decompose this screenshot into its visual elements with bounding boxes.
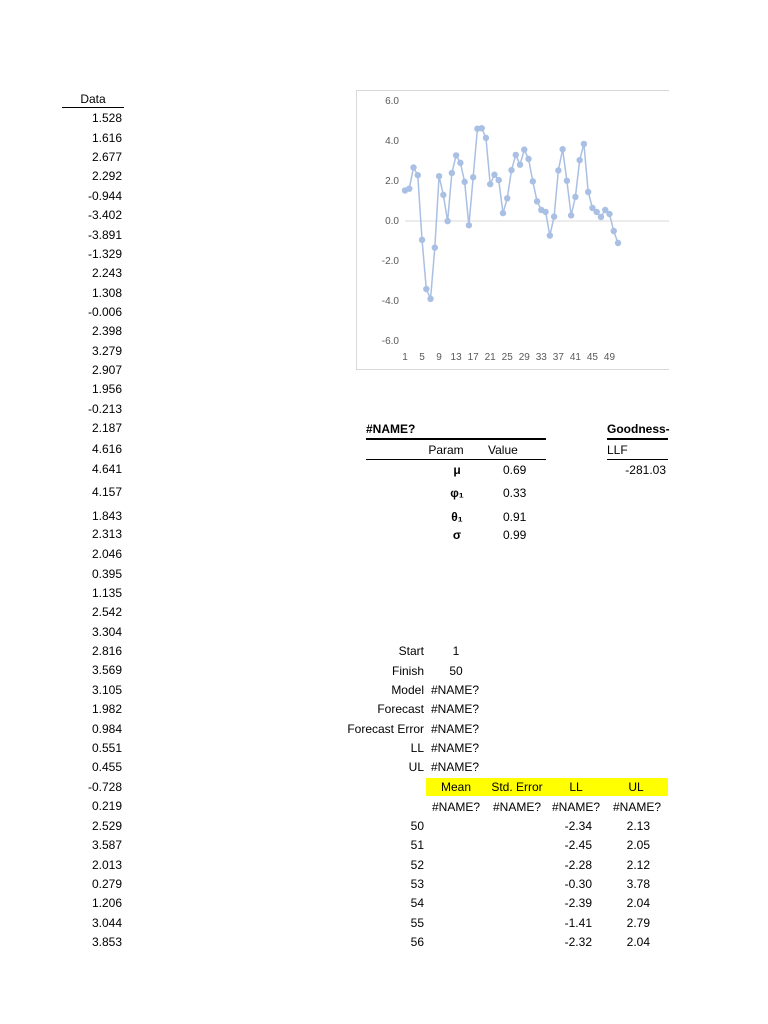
goodness-llf-value: -281.03 [625,463,666,477]
data-cell: 2.529 [91,819,122,833]
param-mu-value: 0.69 [503,463,527,477]
data-point [513,152,519,158]
forecast-first-ul: #NAME? [612,800,662,814]
forecast-row-ul: 2.05 [626,838,650,852]
chart-svg [357,91,669,369]
forecast-block-label: Forecast Error [347,722,424,736]
forecast-row-ul: 2.04 [626,935,650,949]
series-line [405,128,618,299]
forecast-block-value: #NAME? [431,683,480,697]
forecast-first-ll: #NAME? [551,800,601,814]
x-tick-label: 1 [402,352,408,363]
forecast-header-mean: Mean [440,780,472,794]
time-series-chart [356,90,669,370]
data-point [572,194,578,200]
forecast-block-label: Forecast [377,702,424,716]
forecast-row-ll: -2.39 [564,896,592,910]
data-cell: 3.044 [91,916,122,930]
data-cell: 1.982 [91,702,122,716]
goodness-top-rule [607,438,668,440]
forecast-row-index: 54 [410,896,424,910]
param-phi1-value: 0.33 [503,486,527,500]
data-cell: -0.213 [87,402,122,416]
data-point [615,240,621,246]
data-cell: 1.206 [91,896,122,910]
data-cell: 1.135 [91,586,122,600]
data-cell: -0.728 [87,780,122,794]
param-theta1-label: θ₁ [451,510,463,524]
forecast-first-mean: #NAME? [431,800,481,814]
model-title: #NAME? [366,422,416,436]
data-cell: 3.279 [91,344,122,358]
y-tick-label: -2.0 [381,256,399,267]
data-cell: -1.329 [87,247,122,261]
goodness-title: Goodness- [607,422,670,436]
data-point [436,173,442,179]
forecast-row-ul: 2.12 [626,858,650,872]
data-cell: 0.551 [91,741,122,755]
data-cell: 1.843 [91,509,122,523]
forecast-block-value: #NAME? [431,760,480,774]
x-tick-label: 5 [419,352,425,363]
forecast-header-std-error: Std. Error [491,780,543,794]
x-tick-label: 9 [436,352,442,363]
data-point [410,164,416,170]
data-point [555,167,561,173]
data-point [406,185,412,191]
data-point [423,286,429,292]
data-cell: 0.984 [91,722,122,736]
data-point [440,192,446,198]
forecast-block-label: Finish [391,664,424,678]
params-header-rule [366,459,546,460]
data-point [508,167,514,173]
param-phi1-label: φ₁ [450,486,464,500]
data-point [611,228,617,234]
forecast-block-value: #NAME? [431,741,480,755]
data-point [466,222,472,228]
data-cell: 4.616 [91,442,122,456]
data-cell: 2.816 [91,644,122,658]
data-column [0,0,140,1024]
forecast-row-index: 50 [410,819,424,833]
data-point [419,237,425,243]
x-tick-label: 21 [484,352,496,363]
param-sigma-label: σ [452,528,462,542]
data-cell: -0.006 [87,305,122,319]
data-point [568,212,574,218]
data-point [461,179,467,185]
goodness-header-rule [607,459,668,460]
data-point [427,296,433,302]
data-cell: 2.907 [91,363,122,377]
x-tick-label: 25 [501,352,513,363]
data-cell: 2.398 [91,324,122,338]
data-point [525,156,531,162]
param-theta1-value: 0.91 [503,510,527,524]
forecast-row-ll: -2.28 [564,858,592,872]
data-point [585,189,591,195]
data-cell: 2.013 [91,858,122,872]
data-point [483,135,489,141]
x-tick-label: 29 [518,352,530,363]
data-point [581,141,587,147]
data-point [487,181,493,187]
params-top-rule [366,438,546,440]
param-mu-label: μ [453,463,461,477]
forecast-row-ll: -0.30 [564,877,592,891]
data-point [521,146,527,152]
data-cell: 0.455 [91,760,122,774]
y-tick-label: 0.0 [385,216,399,227]
data-point [504,195,510,201]
data-cell: 4.157 [91,485,122,499]
forecast-block-value: #NAME? [431,722,480,736]
forecast-row-index: 55 [410,916,424,930]
x-tick-label: 49 [603,352,616,363]
forecast-block-label: Start [398,644,424,658]
forecast-row-ul: 2.79 [626,916,650,930]
data-point [534,198,540,204]
forecast-row-ll: -2.34 [564,819,592,833]
data-point [470,174,476,180]
y-tick-label: 2.0 [385,176,399,187]
forecast-row-ul: 2.13 [626,819,650,833]
data-cell: 2.046 [91,547,122,561]
data-cell: 4.641 [91,462,122,476]
forecast-block-value: 1 [452,644,460,658]
data-point [551,213,557,219]
forecast-block-label: LL [410,741,424,755]
data-point [500,210,506,216]
data-column-header: Data [62,91,124,108]
data-cell: 2.677 [91,150,122,164]
param-sigma-value: 0.99 [503,528,527,542]
x-tick-label: 45 [586,352,599,363]
forecast-block-label: Model [391,683,424,697]
y-tick-label: 4.0 [385,136,399,147]
data-point [478,125,484,131]
forecast-header-ul: UL [628,780,644,794]
data-cell: 2.243 [91,266,122,280]
data-cell: 3.587 [91,838,122,852]
data-cell: 1.528 [91,111,122,125]
x-tick-label: 17 [467,352,479,363]
data-cell: -0.944 [87,189,122,203]
y-tick-label: 6.0 [385,96,399,107]
x-tick-label: 13 [450,352,462,363]
data-point [415,172,421,178]
x-tick-label: 41 [569,352,581,363]
data-cell: 0.395 [91,567,122,581]
forecast-block-value: 50 [449,664,463,678]
forecast-header-ll: LL [569,780,583,794]
data-cell: 3.569 [91,663,122,677]
data-point [564,178,570,184]
data-point [453,152,459,158]
forecast-row-index: 52 [410,858,424,872]
data-cell: -3.891 [87,228,122,242]
data-cell: 3.853 [91,935,122,949]
data-cell: 3.304 [91,625,122,639]
forecast-row-index: 51 [410,838,424,852]
data-cell: 1.308 [91,286,122,300]
data-cell: 0.279 [91,877,122,891]
forecast-row-ul: 3.78 [626,877,650,891]
forecast-row-ll: -2.45 [564,838,592,852]
forecast-row-ll: -2.32 [564,935,592,949]
data-cell: -3.402 [87,208,122,222]
data-point [496,177,502,183]
forecast-row-index: 53 [410,877,424,891]
data-point [547,232,553,238]
data-cell: 0.219 [91,799,122,813]
data-point [491,172,497,178]
data-point [542,209,548,215]
data-cell: 2.187 [91,421,122,435]
data-point [432,244,438,250]
params-header-value: Value [488,443,518,457]
forecast-row-ll: -1.41 [564,916,592,930]
data-point [449,170,455,176]
data-point [559,146,565,152]
y-tick-label: -4.0 [381,296,399,307]
forecast-row-ul: 2.04 [626,896,650,910]
data-cell: 3.105 [91,683,122,697]
x-tick-label: 33 [535,352,547,363]
data-cell: 2.313 [91,527,122,541]
goodness-llf-label: LLF [607,443,628,457]
data-cell: 1.956 [91,382,122,396]
data-point [444,218,450,224]
forecast-first-std-error: #NAME? [492,800,542,814]
params-header-param: Param [428,443,464,457]
forecast-block-value: #NAME? [431,702,480,716]
x-tick-label: 37 [552,352,564,363]
data-point [598,214,604,220]
data-point [594,209,600,215]
data-cell: 2.542 [91,605,122,619]
data-cell: 1.616 [91,131,122,145]
data-point [517,161,523,167]
data-point [530,178,536,184]
y-tick-label: -6.0 [381,336,399,347]
data-point [576,157,582,163]
forecast-row-index: 56 [410,935,424,949]
data-point [457,160,463,166]
data-point [606,211,612,217]
forecast-block-label: UL [408,760,424,774]
data-cell: 2.292 [91,169,122,183]
